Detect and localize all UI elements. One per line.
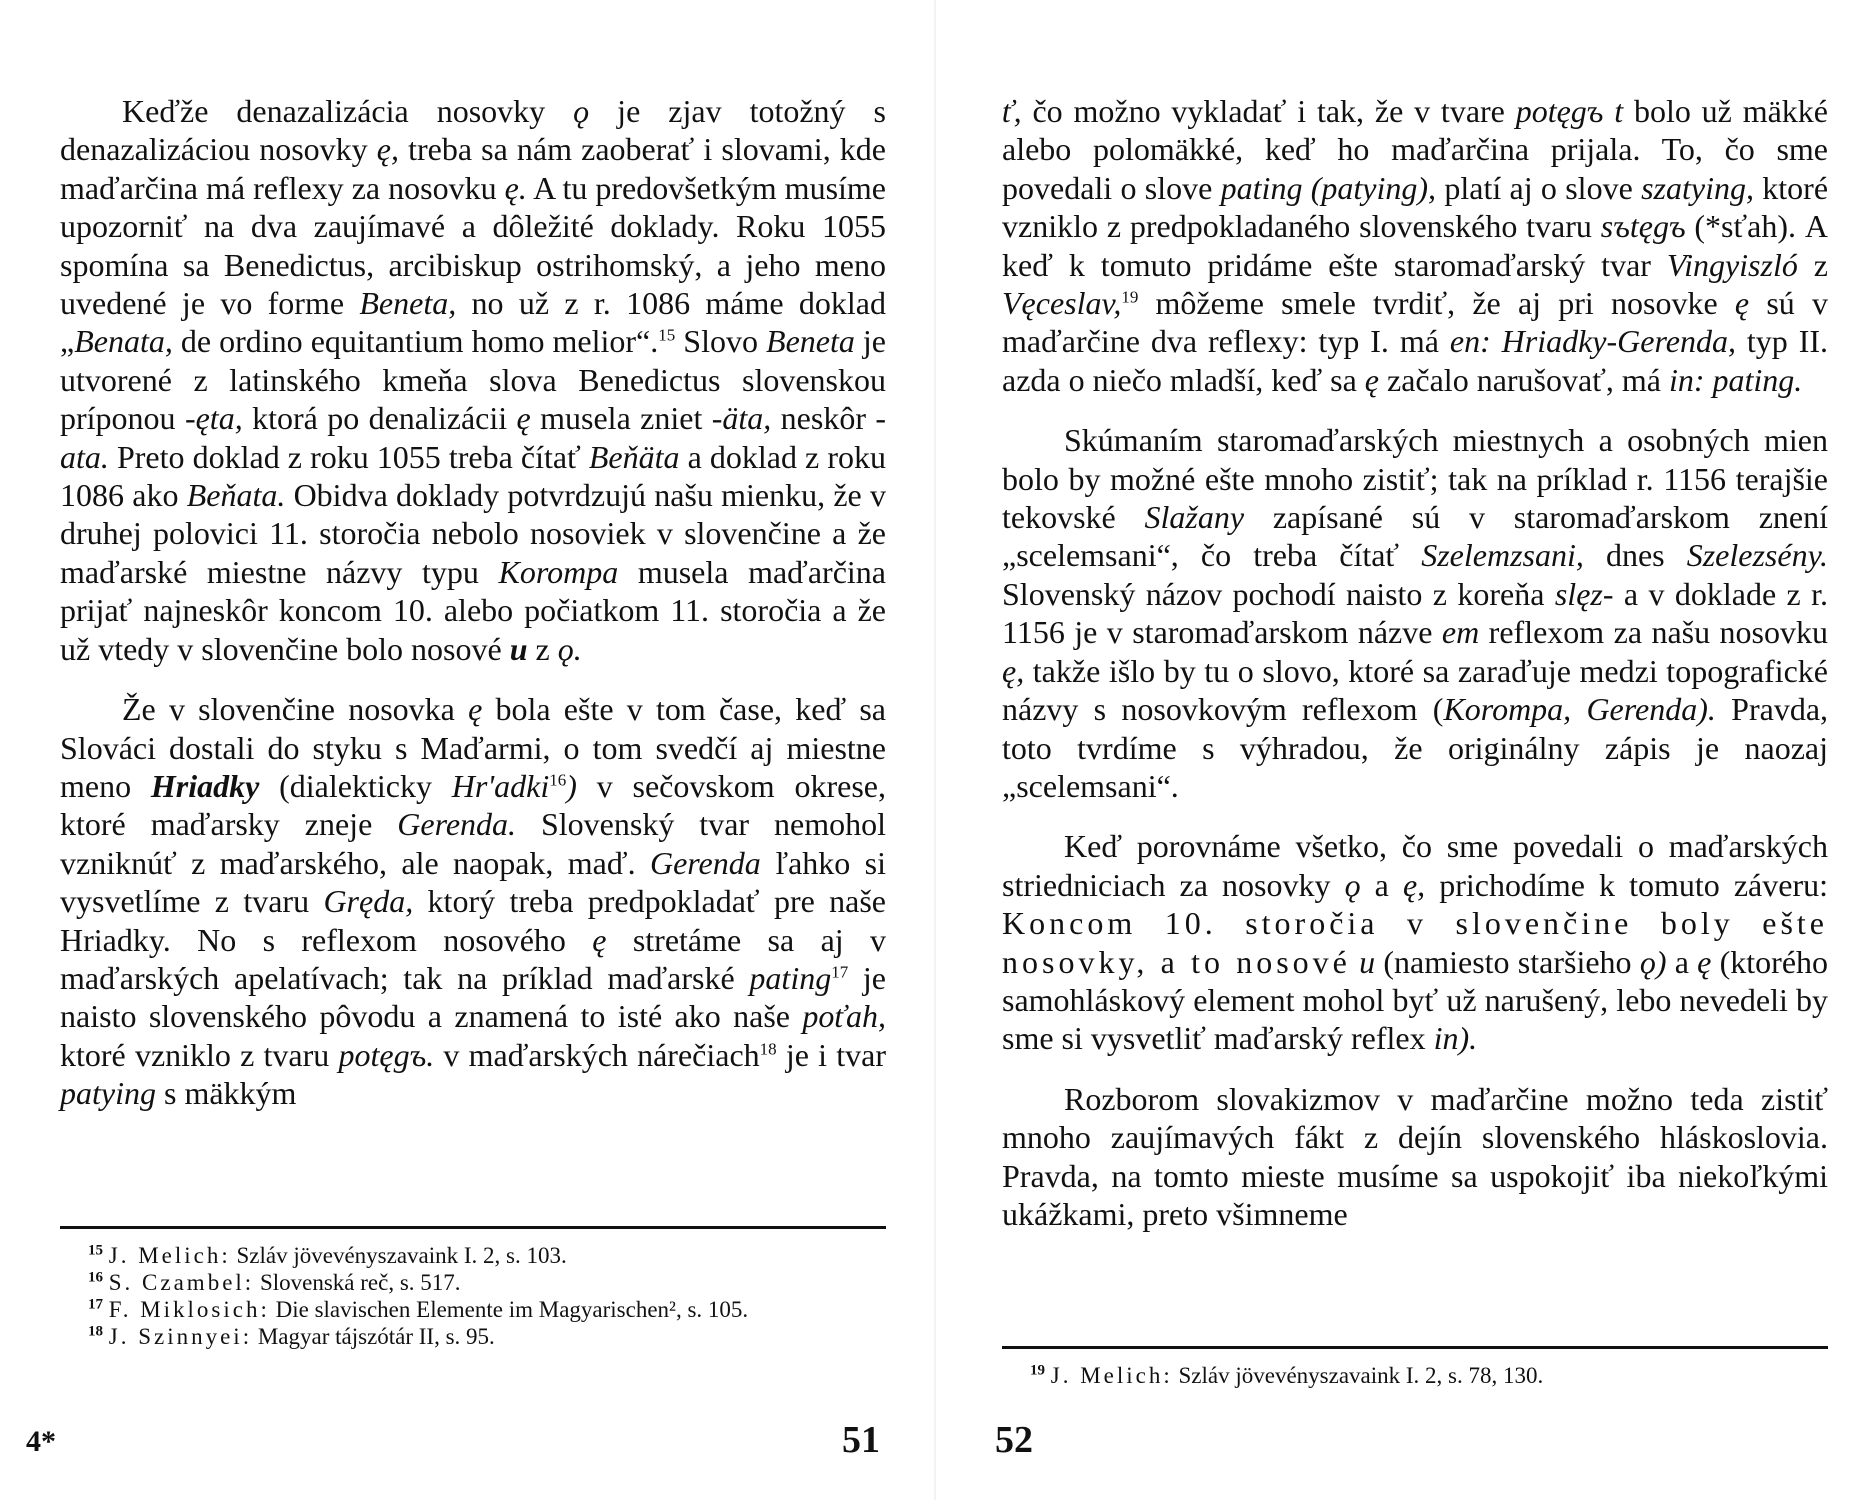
footnote-number: 16	[88, 1269, 103, 1286]
emphasized-text: Slažany	[1144, 499, 1245, 536]
text-run: (*sťah). A keď k tomuto pridáme ešte staromaďarský tvar	[1002, 208, 1829, 283]
text-run: Slovenský názov pochodí naisto z koreňa	[1002, 575, 1555, 612]
text-run: (dialekticky	[259, 767, 452, 804]
footnote-author: F. Miklosich:	[108, 1297, 270, 1322]
text-run: de ordino equitantium homo melior“.	[172, 323, 659, 360]
emphasized-text: ǫ	[1344, 866, 1361, 903]
emphasized-text: -ęta,	[184, 400, 243, 437]
text-run: s mäkkým	[155, 1075, 297, 1112]
emphasized-text: slęz-	[1554, 575, 1614, 612]
footnote	[60, 1242, 886, 1269]
paragraph	[1002, 421, 1828, 805]
text-run: sú v maďarčine dva reflexy: typ I. má	[1002, 285, 1829, 360]
emphasized-text: en: Hriadky-Gerenda,	[1449, 323, 1736, 360]
footnote-reference: 18	[759, 1039, 777, 1059]
emphasized-text: ę,	[1402, 866, 1426, 903]
footnote-divider	[60, 1226, 886, 1229]
text-run: Rozborom slovakizmov v maďarčine možno teda zistiť mnoho zaujímavých fákt z dejín slovenského hláskoslovia. Pravda, na tomto mieste musíme sa uspokojiť iba niekoľkými ukážkami, preto všimneme	[1002, 1080, 1828, 1232]
text-run: Preto doklad z roku 1055 treba čítať	[108, 438, 589, 475]
paragraph	[60, 92, 886, 668]
footnote-author: J. Szinnyei:	[108, 1324, 253, 1349]
emphasized-text: Szelemzsani,	[1421, 537, 1584, 574]
emphasized-text: )	[566, 767, 577, 804]
footnote-reference: 16	[549, 770, 567, 790]
text-run: a	[1360, 866, 1403, 903]
emphasized-text: Korompa, Gerenda).	[1443, 691, 1716, 728]
text-run: môžeme smele tvrdiť, že aj pri nosovke	[1138, 285, 1735, 322]
emphasized-text: ę,	[376, 131, 399, 168]
paragraph	[60, 690, 886, 1112]
text-run: je utvorené z latinského kmeňa slova Benedictus slovenskou príponou	[60, 323, 887, 437]
text-run: no už z r. 1086 máme doklad „	[60, 285, 887, 360]
emphasized-text: poťah,	[802, 998, 886, 1035]
footnote-reference: 15	[658, 325, 676, 345]
emphasized-text: Beneta	[766, 323, 855, 360]
text-run: prichodíme k tomuto záveru:	[1425, 866, 1829, 903]
emphasized-text: Benata,	[74, 323, 173, 360]
paragraph	[1002, 1080, 1828, 1234]
emphasized-text: Hr'adki	[451, 767, 550, 804]
emphasized-text: szatying,	[1641, 169, 1754, 206]
footnote-number: 18	[88, 1323, 103, 1340]
text-run: ktoré vzniklo z predpokladaného slovenského tvaru	[1002, 169, 1829, 245]
footnote-reference: 19	[1121, 287, 1139, 307]
text-run: Skúmaním staromaďarských miestnych a osobných mien bolo by možné ešte mnoho zistiť; tak na príklad r. 1156 terajšie tekovské	[1002, 422, 1828, 536]
text-run: Keď porovnáme všetko, čo sme povedali o maďarských striedniciach za nosovky	[1002, 828, 1828, 903]
text-run: ktorý treba predpokladať pre naše Hriadky. No s reflexom nosového	[60, 883, 887, 958]
text-run: musela zniet	[530, 400, 712, 437]
emphasized-text: ť,	[1002, 93, 1022, 129]
emphasized-text: potęgъ t	[1515, 93, 1624, 129]
text-run: ľahko si vysvetlíme z tvaru	[60, 844, 887, 920]
text-run: z	[527, 630, 558, 667]
emphasized-text: Gerenda	[649, 844, 761, 881]
footnote-text: Slovenská reč, s. 517.	[254, 1270, 461, 1295]
emphasized-text: Vingyiszló	[1666, 246, 1798, 283]
text-run: Slovenský tvar nemohol vzniknúť z maďarského, ale naopak, maď.	[60, 806, 887, 881]
text-run: typ II. azda o niečo mladší, keď sa	[1002, 323, 1829, 398]
text-run: ktorá po denalizácii	[242, 400, 517, 437]
spaced-text: Koncom 10. storočia v slovenčine boly ešte nosovky, a to nosové	[1002, 905, 1828, 980]
emphasized-text: -ata.	[60, 400, 887, 475]
text-run: platí aj o slove	[1436, 169, 1642, 206]
footnote-author: S. Czambel:	[108, 1270, 255, 1295]
text-run: dnes	[1583, 537, 1687, 574]
emphasized-text: u	[509, 630, 528, 667]
emphasized-text: ę	[1734, 285, 1750, 322]
text-run: Obidva doklady potvrdzujú našu mienku, že v druhej polovici 11. storočia nebolo nosoviek v slovenčine a že maďarské miestne názvy typu	[60, 477, 887, 590]
footnote-text: Magyar tájszótár II, s. 95.	[252, 1324, 495, 1349]
text-run: Slovo	[675, 323, 767, 360]
emphasized-text: u	[1359, 943, 1376, 980]
footnote-text: Szláv jövevényszavaink I. 2, s. 103.	[230, 1243, 567, 1268]
text-run: bola ešte v tom čase, keď sa Slováci dostali do styku s Maďarmi, o tom svedčí aj miestne meno	[60, 691, 887, 804]
emphasized-text: Gręda,	[323, 883, 414, 920]
text-run: v sečovskom okrese, ktoré maďarsky zneje	[60, 767, 887, 843]
text-run: je i tvar	[776, 1036, 887, 1073]
emphasized-text: Gerenda.	[397, 806, 517, 843]
emphasized-text: pating (patying),	[1220, 169, 1437, 206]
emphasized-text: in: pating.	[1668, 361, 1803, 398]
right-page	[935, 0, 1870, 1500]
text-run: začalo narušovať, má	[1378, 361, 1669, 398]
emphasized-text: ǫ.	[557, 630, 582, 667]
emphasized-text: ę	[592, 921, 607, 958]
text-run: Keďže denazalizácia nosovky	[122, 93, 574, 129]
footnote	[60, 1323, 886, 1350]
text-run: čo možno vykladať i tak, že v tvare	[1021, 93, 1516, 129]
text-run: neskôr	[771, 400, 876, 437]
printer-signature-mark: 4*	[26, 1425, 56, 1458]
emphasized-text: Beňata.	[186, 477, 286, 514]
emphasized-text: -äta,	[711, 400, 772, 437]
footnote	[1002, 1362, 1828, 1389]
text-run: a	[1666, 943, 1698, 980]
emphasized-text: Szelezsény.	[1686, 537, 1829, 574]
emphasized-text: Hriadky	[150, 767, 260, 804]
text-run: stretáme sa aj v maďarských apelatívach; tak na príklad maďarské	[60, 921, 887, 996]
text-run: v maďarských nárečiach	[434, 1036, 760, 1073]
emphasized-text: Korompa	[498, 553, 619, 590]
text-run: ktoré vzniklo z tvaru	[60, 1036, 339, 1073]
text-run: bolo už mäkké alebo polomäkké, keď ho maďarčina prijala. To, čo sme povedali o slove	[1002, 93, 1828, 206]
emphasized-text: Beňäta	[588, 438, 680, 475]
footnote-number: 15	[88, 1242, 103, 1259]
footnote-number: 17	[88, 1296, 103, 1313]
left-footnotes	[60, 1242, 886, 1350]
text-run: A tu predovšetkým musíme upozorniť na dva zaujímavé a dôležité doklady. Roku 1055 spomína sa Benedictus, arcibiskup ostrihomský, a jeho meno uvedené je vo forme	[60, 169, 887, 322]
emphasized-text: Vęceslav,	[1002, 285, 1122, 322]
text-run	[1351, 944, 1359, 980]
text-run: z	[1797, 246, 1829, 283]
left-page-number: 51	[842, 1419, 880, 1461]
footnote-divider	[1002, 1346, 1828, 1349]
footnote-author: J. Melich:	[108, 1243, 231, 1268]
footnote-text: Die slavischen Elemente im Magyarischen², s. 105.	[269, 1297, 749, 1322]
emphasized-text: patying	[60, 1075, 156, 1112]
emphasized-text: in).	[1433, 1020, 1478, 1057]
emphasized-text: ę.	[504, 169, 527, 206]
text-run: (ktorého samohláskový element mohol byť už narušený, lebo nevedeli by sme si vysvetliť maďarský reflex	[1002, 943, 1829, 1057]
text-run: Pravda, toto tvrdíme s výhradou, že originálny zápis je naozaj „scelemsani“.	[1002, 691, 1829, 804]
emphasized-text: ę	[468, 691, 483, 728]
footnote	[60, 1296, 886, 1323]
emphasized-text: ę	[1697, 943, 1712, 980]
emphasized-text: ę,	[1002, 652, 1025, 689]
text-run: Že v slovenčine nosovka	[122, 691, 469, 728]
text-run: takže išlo by tu o slovo, ktoré sa zaraďuje medzi topografické názvy s nosovkovým reflexom (	[1002, 652, 1828, 728]
text-run: a doklad z roku 1086 ako	[60, 438, 887, 514]
footnote-reference: 17	[831, 962, 849, 982]
emphasized-text: potęgъ.	[338, 1036, 435, 1073]
emphasized-text: ę	[1364, 361, 1379, 398]
text-run: je naisto slovenského pôvodu a znamená to isté ako naše	[60, 959, 887, 1035]
emphasized-text: pating	[749, 959, 832, 996]
text-run: musela maďarčina prijať najneskôr koncom 10. alebo počiatkom 11. storočia a že už vtedy v slovenčine bolo nosové	[60, 553, 887, 667]
left-body-text	[60, 92, 886, 1113]
emphasized-text: sъtęgъ	[1600, 208, 1686, 245]
text-run: zapísané sú v staromaďarskom znení „scelemsani“, čo treba čítať	[1002, 499, 1829, 574]
text-run: treba sa nám zaoberať i slovami, kde maďarčina má reflexy za nosovku	[60, 131, 886, 206]
emphasized-text: Beneta,	[359, 285, 457, 322]
emphasized-text: ǫ	[573, 93, 590, 129]
text-run: reflexom za našu nosovku	[1479, 614, 1829, 651]
footnote-number: 19	[1030, 1362, 1045, 1379]
right-footnotes	[1002, 1362, 1828, 1389]
right-body-text	[1002, 92, 1828, 1233]
right-page-number: 52	[995, 1419, 1033, 1461]
paragraph	[1002, 92, 1828, 399]
text-run: a v doklade z r. 1156 je v staromaďarskom názve	[1002, 575, 1829, 651]
footnote-text: Szláv jövevényszavaink I. 2, s. 78, 130.	[1172, 1363, 1544, 1388]
footnote	[60, 1269, 886, 1296]
text-run: je zjav totožný s denazalizáciou nosovky	[60, 93, 887, 168]
emphasized-text: ǫ)	[1639, 943, 1667, 980]
footnote-author: J. Melich:	[1050, 1363, 1173, 1388]
emphasized-text: ę	[516, 400, 531, 437]
text-run: (namiesto staršieho	[1375, 943, 1640, 980]
emphasized-text: em	[1441, 614, 1480, 651]
paragraph	[1002, 827, 1828, 1057]
